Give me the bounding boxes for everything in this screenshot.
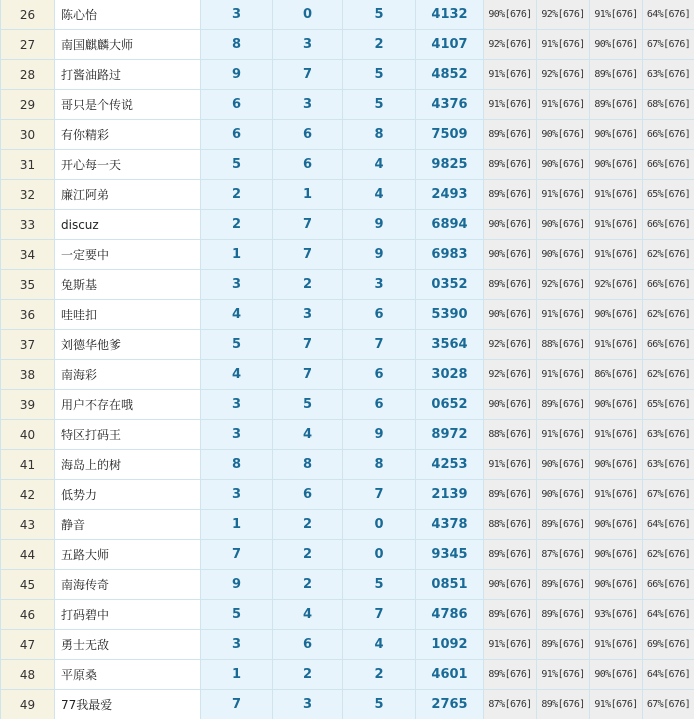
code-cell: 4601: [416, 660, 484, 690]
digit-3-cell: 4: [343, 630, 416, 660]
table-row: [1, 360, 694, 390]
percent-cell-4: 67%[676]: [643, 480, 694, 510]
digit-3-cell: 5: [343, 570, 416, 600]
table-row: [1, 240, 694, 270]
percent-cell-2: 88%[676]: [537, 330, 590, 360]
percent-cell-2: 90%[676]: [537, 120, 590, 150]
table-row: [1, 90, 694, 120]
percent-cell-2: 91%[676]: [537, 90, 590, 120]
user-name-cell: 南海彩: [55, 360, 201, 390]
percent-cell-1: 87%[676]: [484, 690, 537, 720]
rank-cell: 37: [1, 330, 55, 360]
percent-cell-4: 63%[676]: [643, 60, 694, 90]
percent-cell-3: 89%[676]: [590, 90, 643, 120]
percent-cell-4: 62%[676]: [643, 360, 694, 390]
digit-3-cell: 7: [343, 480, 416, 510]
user-name-cell: 打酱油路过: [55, 60, 201, 90]
user-name-cell: 刘德华他爹: [55, 330, 201, 360]
percent-cell-1: 89%[676]: [484, 120, 537, 150]
percent-cell-3: 90%[676]: [590, 450, 643, 480]
code-cell: 8972: [416, 420, 484, 450]
user-name-cell: discuz: [55, 210, 201, 240]
percent-cell-3: 93%[676]: [590, 600, 643, 630]
digit-2-cell: 7: [273, 360, 343, 390]
percent-cell-2: 91%[676]: [537, 360, 590, 390]
digit-3-cell: 4: [343, 150, 416, 180]
table-row: [1, 630, 694, 660]
percent-cell-3: 91%[676]: [590, 0, 643, 30]
digit-2-cell: 4: [273, 600, 343, 630]
percent-cell-1: 89%[676]: [484, 540, 537, 570]
rank-cell: 47: [1, 630, 55, 660]
table-row: [1, 30, 694, 60]
percent-cell-1: 89%[676]: [484, 660, 537, 690]
digit-3-cell: 0: [343, 510, 416, 540]
digit-1-cell: 7: [201, 540, 273, 570]
percent-cell-2: 89%[676]: [537, 570, 590, 600]
percent-cell-4: 66%[676]: [643, 120, 694, 150]
percent-cell-2: 90%[676]: [537, 150, 590, 180]
code-cell: 1092: [416, 630, 484, 660]
rank-cell: 38: [1, 360, 55, 390]
table-row: [1, 210, 694, 240]
percent-cell-4: 62%[676]: [643, 240, 694, 270]
percent-cell-1: 90%[676]: [484, 210, 537, 240]
digit-1-cell: 3: [201, 390, 273, 420]
digit-1-cell: 5: [201, 150, 273, 180]
digit-2-cell: 1: [273, 180, 343, 210]
digit-2-cell: 0: [273, 0, 343, 30]
percent-cell-1: 90%[676]: [484, 390, 537, 420]
digit-2-cell: 7: [273, 60, 343, 90]
percent-cell-3: 91%[676]: [590, 180, 643, 210]
percent-cell-1: 88%[676]: [484, 510, 537, 540]
digit-2-cell: 2: [273, 570, 343, 600]
code-cell: 4132: [416, 0, 484, 30]
percent-cell-3: 91%[676]: [590, 690, 643, 720]
digit-3-cell: 6: [343, 300, 416, 330]
percent-cell-4: 66%[676]: [643, 270, 694, 300]
user-name-cell: 有你精彩: [55, 120, 201, 150]
percent-cell-4: 64%[676]: [643, 600, 694, 630]
percent-cell-4: 66%[676]: [643, 210, 694, 240]
percent-cell-1: 89%[676]: [484, 150, 537, 180]
percent-cell-1: 91%[676]: [484, 60, 537, 90]
digit-1-cell: 1: [201, 510, 273, 540]
digit-2-cell: 6: [273, 120, 343, 150]
digit-3-cell: 8: [343, 450, 416, 480]
user-name-cell: 哇哇扣: [55, 300, 201, 330]
digit-2-cell: 3: [273, 30, 343, 60]
digit-1-cell: 6: [201, 120, 273, 150]
digit-3-cell: 7: [343, 600, 416, 630]
percent-cell-4: 62%[676]: [643, 300, 694, 330]
user-name-cell: 哥只是个传说: [55, 90, 201, 120]
user-name-cell: 南海传奇: [55, 570, 201, 600]
percent-cell-3: 86%[676]: [590, 360, 643, 390]
percent-cell-2: 90%[676]: [537, 480, 590, 510]
percent-cell-3: 90%[676]: [590, 150, 643, 180]
percent-cell-4: 69%[676]: [643, 630, 694, 660]
user-name-cell: 兔斯基: [55, 270, 201, 300]
percent-cell-1: 91%[676]: [484, 450, 537, 480]
user-name-cell: 特区打码王: [55, 420, 201, 450]
digit-2-cell: 2: [273, 660, 343, 690]
code-cell: 6894: [416, 210, 484, 240]
percent-cell-3: 91%[676]: [590, 210, 643, 240]
percent-cell-2: 92%[676]: [537, 60, 590, 90]
user-name-cell: 陈心怡: [55, 0, 201, 30]
percent-cell-3: 90%[676]: [590, 660, 643, 690]
digit-2-cell: 7: [273, 330, 343, 360]
digit-3-cell: 2: [343, 30, 416, 60]
rank-cell: 32: [1, 180, 55, 210]
percent-cell-1: 91%[676]: [484, 90, 537, 120]
rank-cell: 43: [1, 510, 55, 540]
rank-cell: 28: [1, 60, 55, 90]
digit-3-cell: 6: [343, 360, 416, 390]
code-cell: 2493: [416, 180, 484, 210]
table-row: [1, 0, 694, 30]
user-name-cell: 77我最爱: [55, 690, 201, 720]
digit-2-cell: 3: [273, 690, 343, 720]
percent-cell-1: 90%[676]: [484, 570, 537, 600]
digit-3-cell: 9: [343, 240, 416, 270]
digit-2-cell: 4: [273, 420, 343, 450]
percent-cell-3: 91%[676]: [590, 330, 643, 360]
rank-cell: 26: [1, 0, 55, 30]
digit-1-cell: 1: [201, 660, 273, 690]
digit-3-cell: 9: [343, 420, 416, 450]
percent-cell-4: 63%[676]: [643, 420, 694, 450]
user-name-cell: 南国麒麟大师: [55, 30, 201, 60]
percent-cell-3: 90%[676]: [590, 570, 643, 600]
percent-cell-2: 91%[676]: [537, 420, 590, 450]
code-cell: 2139: [416, 480, 484, 510]
user-name-cell: 一定要中: [55, 240, 201, 270]
digit-1-cell: 4: [201, 360, 273, 390]
rank-cell: 45: [1, 570, 55, 600]
digit-3-cell: 8: [343, 120, 416, 150]
table-row: [1, 60, 694, 90]
digit-2-cell: 7: [273, 210, 343, 240]
percent-cell-1: 91%[676]: [484, 630, 537, 660]
rank-cell: 33: [1, 210, 55, 240]
percent-cell-4: 65%[676]: [643, 180, 694, 210]
table-row: [1, 150, 694, 180]
table-row: [1, 600, 694, 630]
digit-2-cell: 8: [273, 450, 343, 480]
digit-1-cell: 5: [201, 600, 273, 630]
percent-cell-4: 64%[676]: [643, 660, 694, 690]
table-row: [1, 510, 694, 540]
table-row: [1, 180, 694, 210]
percent-cell-2: 91%[676]: [537, 180, 590, 210]
user-name-cell: 静音: [55, 510, 201, 540]
percent-cell-2: 91%[676]: [537, 660, 590, 690]
percent-cell-2: 92%[676]: [537, 0, 590, 30]
percent-cell-3: 90%[676]: [590, 390, 643, 420]
code-cell: 2765: [416, 690, 484, 720]
digit-2-cell: 3: [273, 90, 343, 120]
percent-cell-4: 66%[676]: [643, 150, 694, 180]
digit-1-cell: 6: [201, 90, 273, 120]
percent-cell-1: 89%[676]: [484, 180, 537, 210]
code-cell: 4253: [416, 450, 484, 480]
percent-cell-2: 89%[676]: [537, 510, 590, 540]
code-cell: 7509: [416, 120, 484, 150]
percent-cell-2: 91%[676]: [537, 300, 590, 330]
percent-cell-1: 89%[676]: [484, 480, 537, 510]
code-cell: 3564: [416, 330, 484, 360]
percent-cell-3: 89%[676]: [590, 60, 643, 90]
percent-cell-1: 89%[676]: [484, 600, 537, 630]
rank-cell: 29: [1, 90, 55, 120]
percent-cell-2: 89%[676]: [537, 390, 590, 420]
code-cell: 5390: [416, 300, 484, 330]
percent-cell-2: 91%[676]: [537, 30, 590, 60]
digit-2-cell: 2: [273, 540, 343, 570]
rank-cell: 41: [1, 450, 55, 480]
percent-cell-3: 91%[676]: [590, 420, 643, 450]
percent-cell-3: 90%[676]: [590, 540, 643, 570]
digit-1-cell: 3: [201, 630, 273, 660]
user-name-cell: 五路大师: [55, 540, 201, 570]
digit-3-cell: 0: [343, 540, 416, 570]
percent-cell-4: 64%[676]: [643, 510, 694, 540]
digit-1-cell: 2: [201, 210, 273, 240]
digit-3-cell: 4: [343, 180, 416, 210]
table-row: [1, 300, 694, 330]
digit-3-cell: 6: [343, 390, 416, 420]
percent-cell-4: 64%[676]: [643, 0, 694, 30]
digit-1-cell: 3: [201, 0, 273, 30]
digit-1-cell: 1: [201, 240, 273, 270]
table-row: [1, 330, 694, 360]
digit-1-cell: 9: [201, 570, 273, 600]
digit-1-cell: 7: [201, 690, 273, 720]
rank-cell: 46: [1, 600, 55, 630]
table-row: [1, 570, 694, 600]
digit-2-cell: 2: [273, 510, 343, 540]
percent-cell-3: 90%[676]: [590, 30, 643, 60]
digit-2-cell: 7: [273, 240, 343, 270]
table-row: [1, 540, 694, 570]
percent-cell-1: 92%[676]: [484, 30, 537, 60]
digit-3-cell: 5: [343, 0, 416, 30]
code-cell: 6983: [416, 240, 484, 270]
rank-cell: 44: [1, 540, 55, 570]
code-cell: 0352: [416, 270, 484, 300]
percent-cell-1: 90%[676]: [484, 0, 537, 30]
digit-1-cell: 9: [201, 60, 273, 90]
table-row: [1, 480, 694, 510]
user-name-cell: 用户不存在哦: [55, 390, 201, 420]
rank-cell: 48: [1, 660, 55, 690]
table-row: [1, 390, 694, 420]
code-cell: 0851: [416, 570, 484, 600]
digit-3-cell: 5: [343, 60, 416, 90]
percent-cell-2: 92%[676]: [537, 270, 590, 300]
digit-2-cell: 5: [273, 390, 343, 420]
percent-cell-2: 89%[676]: [537, 600, 590, 630]
user-name-cell: 打码碧中: [55, 600, 201, 630]
percent-cell-1: 92%[676]: [484, 330, 537, 360]
percent-cell-2: 90%[676]: [537, 240, 590, 270]
digit-3-cell: 5: [343, 690, 416, 720]
percent-cell-1: 90%[676]: [484, 300, 537, 330]
rank-cell: 49: [1, 690, 55, 720]
digit-1-cell: 3: [201, 270, 273, 300]
digit-1-cell: 5: [201, 330, 273, 360]
digit-2-cell: 3: [273, 300, 343, 330]
digit-1-cell: 2: [201, 180, 273, 210]
code-cell: 9345: [416, 540, 484, 570]
rank-cell: 42: [1, 480, 55, 510]
user-name-cell: 廉江阿弟: [55, 180, 201, 210]
percent-cell-4: 66%[676]: [643, 330, 694, 360]
code-cell: 4376: [416, 90, 484, 120]
rank-cell: 31: [1, 150, 55, 180]
percent-cell-3: 91%[676]: [590, 630, 643, 660]
code-cell: 4107: [416, 30, 484, 60]
percent-cell-4: 63%[676]: [643, 450, 694, 480]
code-cell: 4786: [416, 600, 484, 630]
user-name-cell: 开心每一天: [55, 150, 201, 180]
percent-cell-1: 90%[676]: [484, 240, 537, 270]
digit-2-cell: 6: [273, 630, 343, 660]
rank-cell: 39: [1, 390, 55, 420]
rank-cell: 27: [1, 30, 55, 60]
percent-cell-3: 90%[676]: [590, 300, 643, 330]
percent-cell-3: 92%[676]: [590, 270, 643, 300]
user-name-cell: 海岛上的树: [55, 450, 201, 480]
percent-cell-4: 67%[676]: [643, 30, 694, 60]
percent-cell-3: 91%[676]: [590, 240, 643, 270]
digit-3-cell: 9: [343, 210, 416, 240]
table-row: [1, 690, 694, 720]
percent-cell-4: 66%[676]: [643, 570, 694, 600]
percent-cell-4: 65%[676]: [643, 390, 694, 420]
table-row: [1, 120, 694, 150]
percent-cell-1: 89%[676]: [484, 270, 537, 300]
percent-cell-4: 67%[676]: [643, 690, 694, 720]
code-cell: 4852: [416, 60, 484, 90]
table-row: [1, 450, 694, 480]
digit-2-cell: 6: [273, 480, 343, 510]
digit-3-cell: 5: [343, 90, 416, 120]
percent-cell-1: 92%[676]: [484, 360, 537, 390]
digit-1-cell: 3: [201, 480, 273, 510]
rank-cell: 36: [1, 300, 55, 330]
user-name-cell: 低势力: [55, 480, 201, 510]
ranking-rows: [1, 0, 694, 719]
table-row: [1, 420, 694, 450]
code-cell: 0652: [416, 390, 484, 420]
digit-1-cell: 8: [201, 450, 273, 480]
code-cell: 9825: [416, 150, 484, 180]
user-name-cell: 勇士无敌: [55, 630, 201, 660]
code-cell: 3028: [416, 360, 484, 390]
digit-3-cell: 3: [343, 270, 416, 300]
percent-cell-4: 68%[676]: [643, 90, 694, 120]
digit-1-cell: 4: [201, 300, 273, 330]
table-row: [1, 660, 694, 690]
percent-cell-2: 90%[676]: [537, 450, 590, 480]
digit-1-cell: 3: [201, 420, 273, 450]
rank-cell: 30: [1, 120, 55, 150]
percent-cell-3: 90%[676]: [590, 120, 643, 150]
percent-cell-4: 62%[676]: [643, 540, 694, 570]
percent-cell-2: 87%[676]: [537, 540, 590, 570]
percent-cell-2: 90%[676]: [537, 210, 590, 240]
rank-cell: 40: [1, 420, 55, 450]
digit-2-cell: 6: [273, 150, 343, 180]
percent-cell-1: 88%[676]: [484, 420, 537, 450]
rank-cell: 34: [1, 240, 55, 270]
percent-cell-3: 90%[676]: [590, 510, 643, 540]
code-cell: 4378: [416, 510, 484, 540]
percent-cell-2: 89%[676]: [537, 630, 590, 660]
percent-cell-2: 89%[676]: [537, 690, 590, 720]
digit-1-cell: 8: [201, 30, 273, 60]
user-name-cell: 平原桑: [55, 660, 201, 690]
digit-3-cell: 7: [343, 330, 416, 360]
digit-3-cell: 2: [343, 660, 416, 690]
percent-cell-3: 91%[676]: [590, 480, 643, 510]
digit-2-cell: 2: [273, 270, 343, 300]
rank-cell: 35: [1, 270, 55, 300]
table-row: [1, 270, 694, 300]
